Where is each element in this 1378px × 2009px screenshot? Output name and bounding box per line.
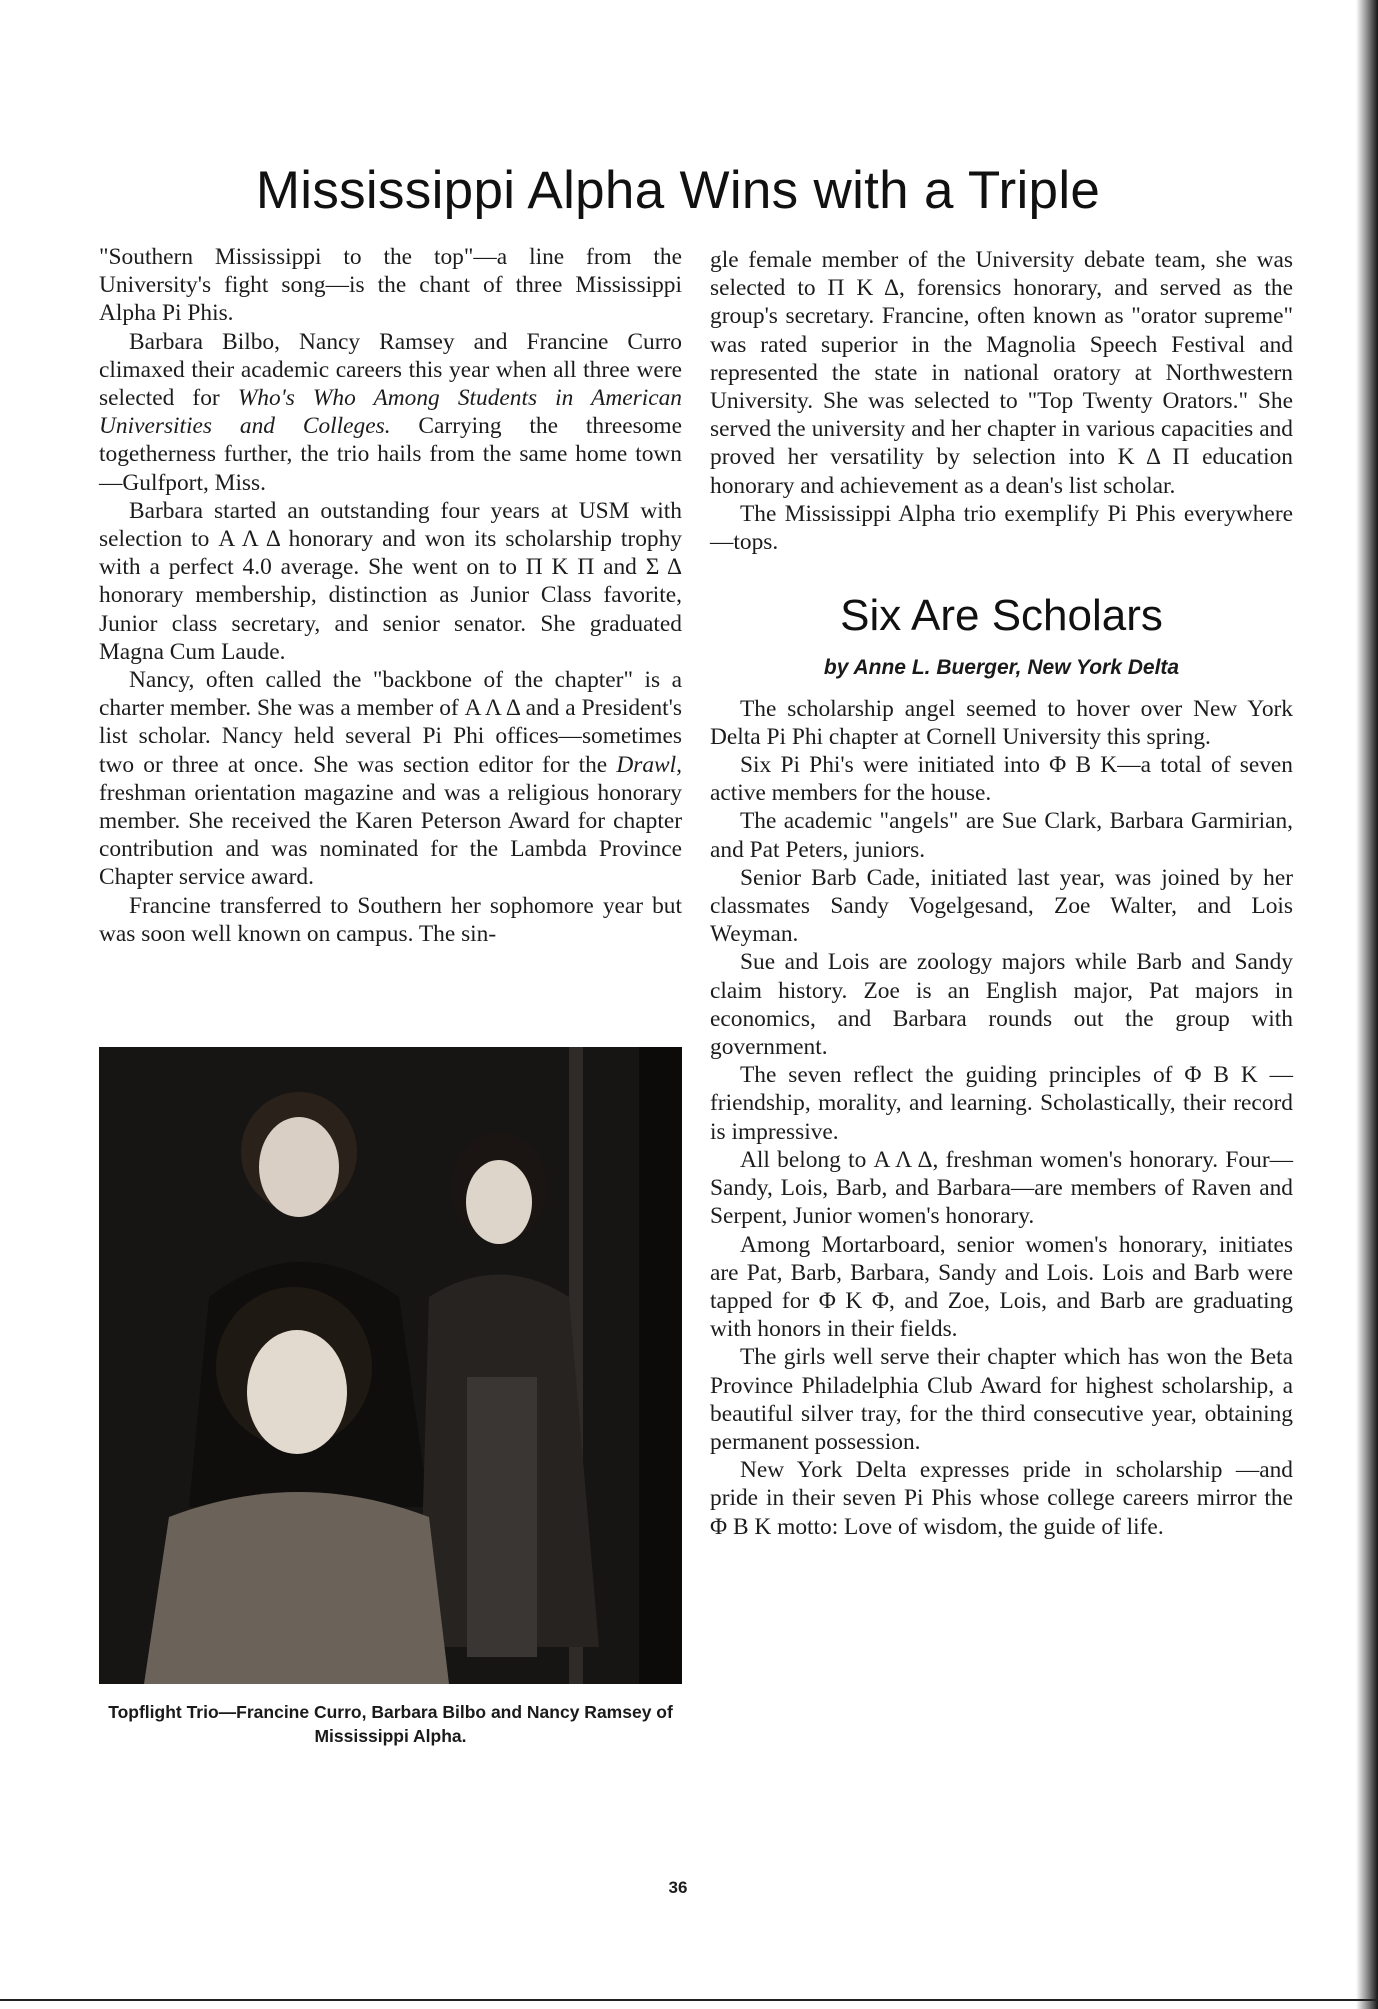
whos-who-title: Who's Who Among Students in American Universities and Colleges. [99,385,682,440]
page-bottom-edge [0,1999,1378,2001]
article1-paragraph-5-continued: gle female member of the University debate team, she was selected to Π Κ Δ, forensics honorary, and served as the group's secretary. Francine, often known as "orator supreme" was rated superior in the Magnolia Speech Festival and represented the state in national oratory at Northwestern University. She was selected to "Top Twenty Orators." She served the university and her chapter in various capacities and proved her versatility by selection into Κ Δ Π education honorary and achievement as a dean's list scholar. [710,247,1293,499]
article1-paragraph-3: Barbara started an outstanding four years at USM with selection to Α Λ Δ honorary and won its scholarship trophy with a perfect 4.0 average. She went on to Π Κ Π and Σ Δ honorary membership, distinction as Junior Class favorite, Junior class secretary, and senior senator. She graduated Magna Cum Laude. [99,497,682,665]
article2-paragraph-10: New York Delta expresses pride in scholarship —and pride in their seven Pi Phis whose college careers mirror the Φ Β Κ motto: Love of wisdom, the guide of life. [710,1457,1293,1540]
article2-byline: by Anne L. Buerger, New York Delta [823,656,1180,680]
article2-paragraph-8: Among Mortarboard, senior women's honorary, initiates are Pat, Barb, Barbara, Sandy and Lois. Lois and Barb were tapped for Φ Κ Φ, and Zoe, Lois, and Barb are graduating with honors in their fields. [710,1231,1293,1343]
drawl-title: Drawl, [616,751,682,778]
article-title: Mississippi Alpha Wins with a Triple [255,161,1101,220]
article2-paragraph-6: The seven reflect the guiding principles of Φ Β Κ —friendship, morality, and learning. Scholastically, their record is impressive. [710,1062,1293,1145]
trio-photo [99,1047,682,1684]
page-edge-shadow [1356,0,1378,2009]
trio-photo-illustration [99,1047,682,1684]
photo-caption: Topflight Trio—Francine Curro, Barbara Bilbo and Nancy Ramsey of Mississippi Alpha. [108,1702,673,1746]
article1-paragraph-4: Nancy, often called the "backbone of the chapter" is a charter member. She was a member of Α Λ Δ and a President's list scholar. Nancy held several Pi Phi offices—sometimes two or three at once. She was section editor for the Drawl, freshman orientation magazine and was a religious honorary member. She received the Karen Peterson Award for chapter contribution and was nominated for the Lambda Province Chapter service award. [99,667,682,891]
article2-title: Six Are Scholars [840,591,1163,641]
page-number: 36 [668,1878,688,1897]
article1-paragraph-2: Barbara Bilbo, Nancy Ramsey and Francine Curro climaxed their academic careers this year when all three were selected for Who's Who Among Students in American Universities and Colleges. Carrying the threesome togetherness further, the trio hails from the same home town—Gulfport, Miss. [99,328,682,496]
article1-paragraph-6: The Mississippi Alpha trio exemplify Pi Phis everywhere—tops. [710,500,1293,556]
left-column [99,243,682,948]
article2-paragraph-4: Senior Barb Cade, initiated last year, was joined by her classmates Sandy Vogelgesand, Zoe Walter, and Lois Weyman. [710,864,1293,948]
article2-paragraph-3: The academic "angels" are Sue Clark, Barbara Garmirian, and Pat Peters, juniors. [710,808,1293,863]
article1-paragraph-1: "Southern Mississippi to the top"—a line from the University's fight song—is the chant of three Mississippi Alpha Pi Phis. [99,244,682,327]
article2-paragraph-5: Sue and Lois are zoology majors while Barb and Sandy claim history. Zoe is an English major, Pat majors in economics, and Barbara rounds out the group with government. [710,949,1293,1061]
article2-paragraph-1: The scholarship angel seemed to hover over New York Delta Pi Phi chapter at Cornell University this spring. [710,695,1293,750]
article2-paragraph-9: The girls well serve their chapter which has won the Beta Province Philadelphia Club Award for highest scholarship, a beautiful silver tray, for the third consecutive year, obtaining permanent possession. [710,1344,1293,1455]
article1-paragraph-5: Francine transferred to Southern her sophomore year but was soon well known on campus. The sin- [99,892,682,947]
right-column [710,246,1293,1541]
article2-paragraph-7: All belong to Α Λ Δ, freshman women's honorary. Four—Sandy, Lois, Barb, and Barbara—are members of Raven and Serpent, Junior women's honorary. [710,1146,1293,1230]
article2-paragraph-2: Six Pi Phi's were initiated into Φ Β Κ—a total of seven active members for the house. [710,752,1293,807]
